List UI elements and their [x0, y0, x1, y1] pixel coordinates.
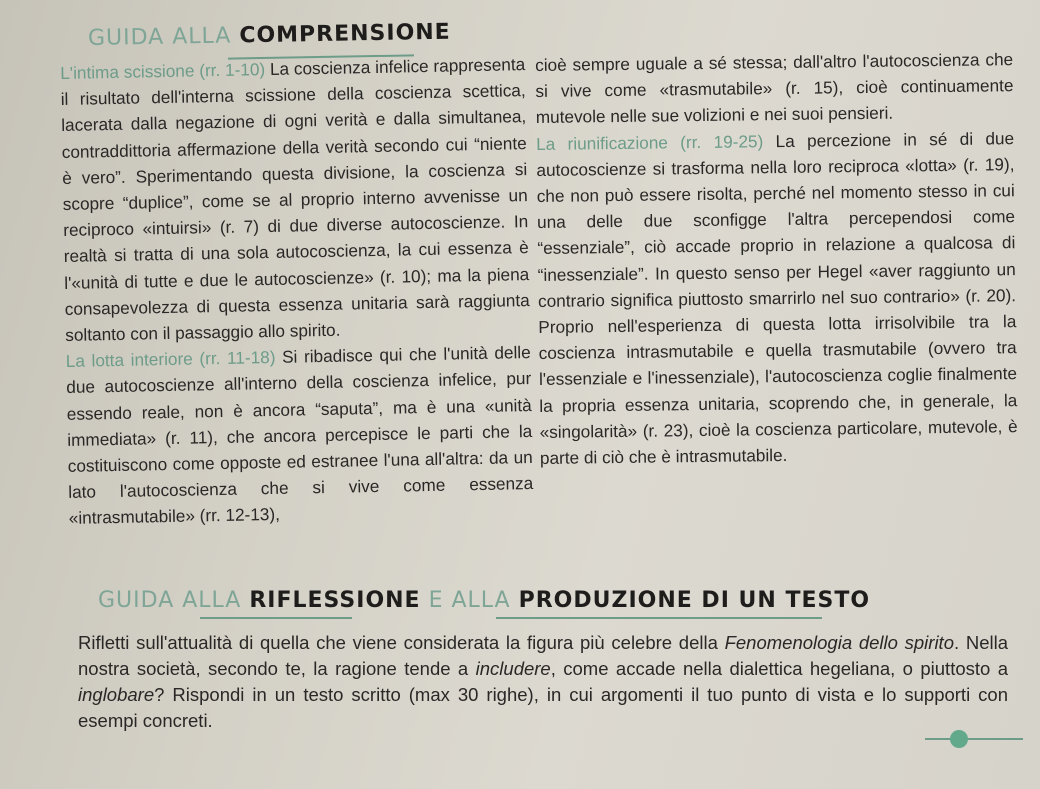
guide-reflection-title [98, 588, 870, 613]
title-light-part: E ALLA [420, 588, 519, 613]
prompt-text [78, 630, 1008, 734]
subheading: L'intima scissione (rr. 1-10) [60, 59, 266, 83]
paragraph-text: Si ribadisce qui che l'unità delle due autocoscienze all'interno della coscienza infelice, pur essendo reale, non è ancora “saputa”, ma è una «unità immediata» (r. 11), che ancora percepisce le parti che la costituiscono come opposte ed estranee l'una all'altra: da un lato l'autocoscienza che si vive come essenza «intrasmutabile» (rr. 12-13), [66, 342, 534, 529]
paragraph-intima-scissione [60, 51, 530, 348]
text-segment: Rifletti sull'attualità di quella che viene considerata la figura più celebre della [78, 632, 725, 653]
title-light-part: GUIDA ALLA [98, 588, 250, 613]
right-column [535, 46, 1018, 471]
paragraph-riunificazione [536, 125, 1018, 471]
left-column [60, 51, 534, 531]
paragraph-text: La percezione in sé di due autocoscienze si trasforma nella loro reciproca «lotta» (r. 19), che non può essere risolta, perché nel momento stesso in cui una delle due sconfigge l'altra percependosi come “essenziale”, ciò accade proprio in relazione a qualcosa di “inessenziale”. In questo senso per Hegel «aver raggiunto un contrario significa piuttosto smarrirlo nel suo contrario» (r. 20). Proprio nell'esperienza di questa lotta irrisolvibile tra la coscienza intrasmutabile e quella trasmutabile (ovvero tra l'essenziale e l'inessenziale), l'autocoscienza coglie finalmente la propria essenza unitaria, scoprendo che, in generale, la «singolarità» (r. 23), cioè la coscienza particolare, mutevole, è parte di ciò che è intrasmutabile. [536, 127, 1018, 469]
guide-comprehension-title [88, 20, 451, 51]
paragraph-text: La coscienza infelice rappresenta il risultato dell'interna scissione della coscienza scettica, lacerata dalla negazione di ogni verità e dalla simultanea, contraddittoria affermazione della verità secondo cui “niente è vero”. Sperimentando questa divisione, la coscienza si scopre “duplice”, come se al proprio interno avvenisse un reciproco «intuirsi» (r. 7) di due diverse autocoscienze. In realtà si tratta di una sola autocoscienza, la cui essenza è l'«unità di tutte e due le autocoscienze» (r. 10); ma la piena consapevolezza di questa essenza unitaria sarà raggiunta soltanto con il passaggio allo spirito. [60, 54, 530, 345]
text-segment: . Nella nostra società, secondo te, la ragione tende a [78, 632, 1008, 679]
subheading: La riunificazione (rr. 19-25) [535, 130, 764, 154]
italic-segment: Fenomenologia dello spirito [724, 632, 954, 653]
decorative-dot-icon [950, 730, 968, 748]
title-bold-part: RIFLESSIONE [249, 588, 421, 613]
decorative-line [925, 738, 1023, 740]
italic-segment: includere [475, 658, 551, 679]
reflection-prompt [78, 630, 1008, 734]
paragraph-continuation [535, 46, 1014, 130]
text-segment: , come accade nella dialettica hegeliana, o piuttosto a [550, 658, 1008, 679]
italic-segment: inglobare [78, 684, 155, 705]
title-light-part: GUIDA ALLA [87, 23, 240, 51]
title-underline [200, 617, 352, 619]
title-bold-part: PRODUZIONE DI UN TESTO [518, 588, 871, 613]
paragraph-text: cioè sempre uguale a sé stessa; dall'altro l'autocoscienza che si vive come «trasmutabile» (r. 15), cioè continuamente mutevole nelle sue volizioni e nei suoi pensieri. [535, 49, 1014, 128]
text-segment: ? Rispondi in un testo scritto (max 30 righe), in cui argomenti il tuo punto di vista e lo supporti con esempi concreti. [78, 684, 1008, 731]
subheading: La lotta interiore (rr. 11-18) [65, 347, 276, 372]
title-bold-part: COMPRENSIONE [239, 19, 451, 49]
title-underline [496, 617, 822, 619]
paragraph-lotta-interiore [66, 339, 534, 531]
